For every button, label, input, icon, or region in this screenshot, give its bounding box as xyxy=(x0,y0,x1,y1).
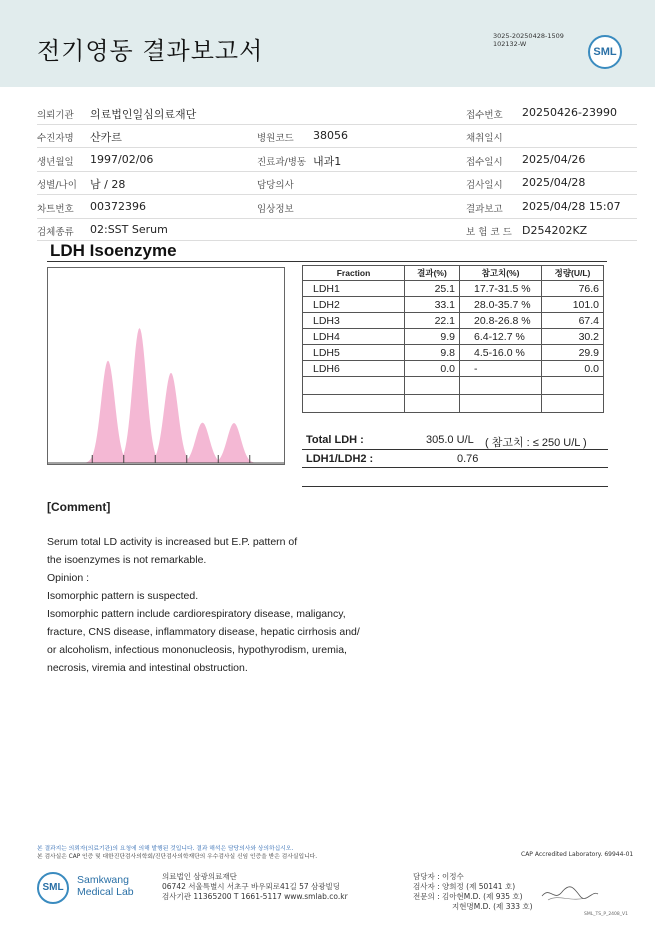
document-number-line-1: 3025-20250428-1509 xyxy=(493,32,564,40)
address-line: 검사기관 11365200 T 1661-5117 www.smlab.co.kr xyxy=(162,892,348,901)
receipt-date-label: 접수일시 xyxy=(466,157,503,168)
fraction-cell: LDH6 xyxy=(303,361,405,377)
address-line: 의료법인 삼광의료재단 xyxy=(162,872,237,881)
lab-name-line-1: Samkwang xyxy=(77,874,129,886)
staff-list xyxy=(413,872,533,912)
divider xyxy=(37,124,637,125)
table-row-empty xyxy=(303,395,604,413)
sex-age-label: 성별/나이 xyxy=(37,180,77,191)
table-row xyxy=(303,297,604,313)
section-underline xyxy=(47,261,607,262)
patient-value: 산카르 xyxy=(90,131,122,144)
comment-body xyxy=(47,533,360,677)
result-cell: 9.8 xyxy=(405,345,460,361)
result-cell: 25.1 xyxy=(405,281,460,297)
peak-ldh2 xyxy=(114,328,166,463)
doctor-label: 담당의사 xyxy=(257,180,294,191)
total-ldh-value: 305.0 U/L xyxy=(426,434,474,446)
fraction-cell: LDH3 xyxy=(303,313,405,329)
quantity-cell: 101.0 xyxy=(542,297,604,313)
footer-accreditation: 본 검사실은 CAP 인증 및 대한진단검사의학회/진단검사의학재단의 우수검사실 신임 인증을 받은 검사실입니다. xyxy=(37,854,318,860)
section-title: LDH Isoenzyme xyxy=(50,241,177,260)
report-label: 결과보고 xyxy=(466,204,503,215)
fraction-cell: LDH5 xyxy=(303,345,405,361)
staff-line: 지현명M.D. (제 333 호) xyxy=(452,902,533,911)
table-row xyxy=(303,361,604,377)
electrophoresis-chart xyxy=(47,267,285,465)
patient-label: 수진자명 xyxy=(37,133,74,144)
staff-line: 담당자 : 이정수 xyxy=(413,872,464,881)
ratio-bottom-line xyxy=(302,486,608,487)
table-row xyxy=(303,345,604,361)
col-result: 결과(%) xyxy=(405,266,460,281)
comment-line: the isoenzymes is not remarkable. xyxy=(47,554,207,566)
collect-label: 채취일시 xyxy=(466,133,503,144)
staff-line: 전문의 : 김아현M.D. (제 935 호) xyxy=(413,892,523,901)
total-ldh-reference: ( 참고치 : ≤ 250 U/L ) xyxy=(485,437,587,449)
specimen-value: 02:SST Serum xyxy=(90,223,168,236)
org-value: 의료법인일심의료재단 xyxy=(90,108,197,121)
peak-ldh5 xyxy=(208,423,260,463)
reference-cell: - xyxy=(460,361,542,377)
col-reference: 참고치(%) xyxy=(460,266,542,281)
report-value: 2025/04/28 15:07 xyxy=(522,200,621,213)
fraction-cell: LDH4 xyxy=(303,329,405,345)
sex-age-value: 남 / 28 xyxy=(90,178,126,191)
receipt-date-value: 2025/04/26 xyxy=(522,153,586,166)
chart-no-label: 차트번호 xyxy=(37,204,74,215)
comment-line: or alcoholism, infectious mononucleosis, hypothyrodism, uremia, xyxy=(47,644,347,656)
lab-name-line-2: Medical Lab xyxy=(77,886,134,898)
reference-cell: 28.0-35.7 % xyxy=(460,297,542,313)
result-cell: 9.9 xyxy=(405,329,460,345)
clinical-label: 임상정보 xyxy=(257,204,294,215)
dob-value: 1997/02/06 xyxy=(90,153,154,166)
chart-no-value: 00372396 xyxy=(90,200,146,213)
col-fraction: Fraction xyxy=(303,266,405,281)
comment-line: Isomorphic pattern is suspected. xyxy=(47,590,199,602)
cap-accreditation: CAP Accredited Laboratory. 69944-01 xyxy=(521,851,634,858)
table-row xyxy=(303,281,604,297)
staff-line: 검사자 : 양희정 (제 50141 호) xyxy=(413,882,516,891)
lab-name xyxy=(77,874,134,898)
table-row xyxy=(303,313,604,329)
page-title: 전기영동 결과보고서 xyxy=(37,37,264,65)
reference-cell: 6.4-12.7 % xyxy=(460,329,542,345)
receipt-no-label: 접수번호 xyxy=(466,110,503,121)
comment-line: Serum total LD activity is increased but E.P. pattern of xyxy=(47,536,298,548)
signature xyxy=(540,882,600,904)
total-underline xyxy=(302,449,608,450)
ratio-underline xyxy=(302,467,608,468)
ratio-value: 0.76 xyxy=(457,453,479,465)
dept-label: 진료과/병동 xyxy=(257,157,307,168)
dob-label: 생년월일 xyxy=(37,157,74,168)
comment-line: fracture, CNS disease, inflammatory disease, hepatic cirrhosis and/ xyxy=(47,626,360,638)
dept-value: 내과1 xyxy=(313,155,342,168)
comment-line: Opinion : xyxy=(47,572,90,584)
comment-title: [Comment] xyxy=(47,500,111,514)
specimen-label: 검체종류 xyxy=(37,227,74,238)
quantity-cell: 0.0 xyxy=(542,361,604,377)
col-quantity: 정량(U/L) xyxy=(542,266,604,281)
receipt-no-value: 20250426-23990 xyxy=(522,106,617,119)
fraction-cell: LDH2 xyxy=(303,297,405,313)
comment-line: Isomorphic pattern include cardiorespiratory disease, maligancy, xyxy=(47,608,346,620)
divider xyxy=(37,194,637,195)
org-label: 의뢰기관 xyxy=(37,110,74,121)
ward-code-value: 38056 xyxy=(313,129,348,142)
address-line: 06742 서울특별시 서초구 바우뫼로41길 57 삼광빌딩 xyxy=(162,882,341,891)
divider xyxy=(37,171,637,172)
table-row xyxy=(303,329,604,345)
quantity-cell: 29.9 xyxy=(542,345,604,361)
exam-date-value: 2025/04/28 xyxy=(522,176,586,189)
reference-cell: 4.5-16.0 % xyxy=(460,345,542,361)
divider xyxy=(37,147,637,148)
reference-cell: 17.7-31.5 % xyxy=(460,281,542,297)
result-cell: 33.1 xyxy=(405,297,460,313)
ratio-label: LDH1/LDH2 : xyxy=(306,453,374,465)
insurance-label: 보 험 코 드 xyxy=(466,227,512,238)
quantity-cell: 76.6 xyxy=(542,281,604,297)
table-row-empty xyxy=(303,377,604,395)
quantity-cell: 30.2 xyxy=(542,329,604,345)
footer-notice: 본 결과지는 의뢰자(의료기관)의 요청에 의해 발행된 것입니다. 결과 해석은 담당의사와 상의하십시오. xyxy=(37,846,294,852)
exam-date-label: 검사일시 xyxy=(466,180,503,191)
lab-logo: SML xyxy=(37,872,69,904)
document-number xyxy=(493,32,564,48)
result-cell: 22.1 xyxy=(405,313,460,329)
results-table xyxy=(302,265,604,413)
reference-cell: 20.8-26.8 % xyxy=(460,313,542,329)
lab-address xyxy=(162,872,348,902)
electrophoresis-plot xyxy=(48,268,284,464)
divider xyxy=(37,218,637,219)
insurance-value: D254202KZ xyxy=(522,224,588,237)
sml-logo: SML xyxy=(588,35,622,69)
quantity-cell: 67.4 xyxy=(542,313,604,329)
total-ldh-label: Total LDH : xyxy=(306,434,364,446)
fraction-cell: LDH1 xyxy=(303,281,405,297)
ward-code-label: 병원코드 xyxy=(257,133,294,144)
result-cell: 0.0 xyxy=(405,361,460,377)
table-header-row xyxy=(303,266,604,281)
document-number-line-2: 102132-W xyxy=(493,40,527,48)
form-number: SML_TS_P_2408_V1 xyxy=(584,912,628,917)
comment-line: necrosis, viremia and intestinal obstruction. xyxy=(47,662,248,674)
